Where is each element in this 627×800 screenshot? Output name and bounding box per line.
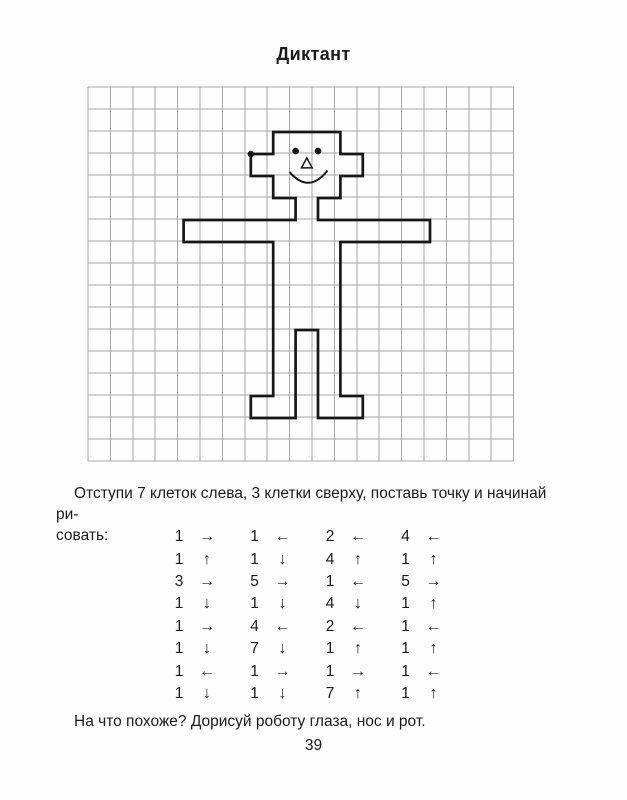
step-count: 1 — [401, 662, 410, 680]
step-direction-arrow: ↓ — [354, 595, 362, 613]
dictation-grid-canvas — [87, 86, 515, 462]
step-direction-arrow: ← — [425, 528, 442, 546]
dictation-step — [248, 618, 324, 636]
page-number: 39 — [304, 737, 323, 754]
dictation-row — [172, 571, 484, 593]
dictation-step — [248, 640, 324, 658]
step-count: 1 — [401, 684, 410, 702]
step-count: 1 — [174, 662, 184, 680]
dictation-step — [248, 551, 324, 569]
dictation-step — [399, 685, 475, 703]
step-direction-arrow: ← — [350, 528, 366, 546]
step-count: 1 — [174, 550, 184, 568]
step-count: 5 — [250, 572, 259, 590]
dictation-step — [248, 528, 324, 546]
robot-eye — [292, 148, 299, 155]
dictation-step — [172, 640, 248, 658]
dictation-step — [323, 528, 399, 546]
step-direction-arrow: → — [199, 528, 215, 546]
step-direction-arrow: ↑ — [354, 640, 362, 658]
dictation-row — [172, 638, 484, 660]
dictation-step — [323, 551, 399, 569]
step-direction-arrow: ↓ — [203, 640, 211, 658]
dictation-step — [248, 595, 324, 613]
dictation-step — [399, 551, 475, 569]
step-direction-arrow: ← — [350, 617, 366, 635]
question-text: На что похоже? Дорисуй роботу глаза, нос и рот. — [74, 713, 426, 730]
dictation-steps-table — [172, 526, 484, 705]
step-direction-arrow: ↑ — [354, 684, 362, 702]
dictation-step — [399, 663, 475, 681]
step-count: 1 — [174, 528, 184, 546]
step-direction-arrow: ↓ — [278, 640, 287, 658]
dictation-step — [399, 640, 475, 658]
step-count: 1 — [250, 550, 259, 568]
step-direction-arrow: ↓ — [203, 595, 211, 613]
step-count: 2 — [325, 528, 335, 546]
step-direction-arrow: → — [274, 572, 291, 590]
robot-mouth — [290, 171, 327, 183]
step-count: 1 — [401, 595, 410, 613]
step-count: 1 — [250, 684, 259, 702]
step-count: 1 — [174, 617, 184, 635]
step-count: 1 — [401, 617, 410, 635]
step-count: 2 — [325, 617, 335, 635]
step-count: 4 — [325, 595, 335, 613]
step-direction-arrow: ← — [274, 617, 291, 635]
dictation-row — [172, 616, 484, 638]
step-count: 1 — [250, 528, 259, 546]
step-count: 4 — [250, 617, 259, 635]
dictation-step — [323, 595, 399, 613]
grid-lines — [88, 87, 514, 461]
dictation-step — [248, 663, 324, 681]
dictation-step — [323, 685, 399, 703]
step-count: 1 — [174, 684, 184, 702]
step-count: 1 — [174, 640, 184, 658]
step-count: 5 — [401, 572, 410, 590]
step-direction-arrow: ↓ — [278, 684, 287, 702]
dictation-step — [323, 663, 399, 681]
step-direction-arrow: ← — [350, 572, 366, 590]
robot-nose — [301, 158, 312, 168]
step-direction-arrow: ← — [425, 662, 442, 680]
dictation-step — [172, 618, 248, 636]
dictation-step — [172, 551, 248, 569]
step-count: 1 — [325, 572, 335, 590]
dictation-step — [172, 528, 248, 546]
dictation-step — [172, 595, 248, 613]
step-direction-arrow: → — [199, 617, 215, 635]
robot-eye — [315, 148, 322, 155]
step-direction-arrow: ← — [274, 528, 291, 546]
step-count: 1 — [325, 640, 335, 658]
dictation-step — [172, 663, 248, 681]
dictation-step — [399, 573, 475, 591]
step-count: 1 — [401, 550, 410, 568]
step-count: 7 — [325, 684, 335, 702]
step-count: 7 — [250, 640, 259, 658]
step-direction-arrow: ↓ — [278, 595, 287, 613]
step-direction-arrow: ↑ — [429, 550, 438, 568]
dictation-row — [172, 548, 484, 570]
step-direction-arrow: ↑ — [354, 550, 362, 568]
dictation-step — [248, 685, 324, 703]
start-point-dot — [248, 151, 254, 157]
instructions-line1: Отступи 7 клеток слева, 3 клетки сверху, поставь точку и начинай ри- — [56, 485, 547, 523]
dictation-row — [172, 683, 484, 705]
step-direction-arrow: ↑ — [429, 640, 438, 658]
step-direction-arrow: → — [425, 572, 442, 590]
dictation-step — [172, 573, 248, 591]
step-count: 4 — [325, 550, 335, 568]
step-count: 1 — [325, 662, 335, 680]
dictation-step — [399, 618, 475, 636]
step-count: 1 — [250, 595, 259, 613]
dictation-step — [172, 685, 248, 703]
dictation-row — [172, 593, 484, 615]
dictation-step — [399, 528, 475, 546]
instructions-line2: совать: — [56, 527, 109, 544]
step-direction-arrow: ↑ — [203, 550, 211, 568]
step-count: 1 — [174, 595, 184, 613]
page-title: Диктант — [276, 44, 351, 64]
step-direction-arrow: ↑ — [429, 684, 438, 702]
step-count: 1 — [250, 662, 259, 680]
step-direction-arrow: → — [350, 662, 366, 680]
step-direction-arrow: ↑ — [429, 595, 438, 613]
dictation-row — [172, 526, 484, 548]
step-direction-arrow: ← — [425, 617, 442, 635]
dictation-step — [399, 595, 475, 613]
step-direction-arrow: ↓ — [203, 684, 211, 702]
step-direction-arrow: ↓ — [278, 550, 287, 568]
step-direction-arrow: → — [199, 572, 215, 590]
step-count: 3 — [174, 572, 184, 590]
step-direction-arrow: → — [274, 662, 291, 680]
dictation-step — [323, 573, 399, 591]
step-direction-arrow: ← — [199, 662, 215, 680]
dictation-step — [323, 640, 399, 658]
dictation-step — [248, 573, 324, 591]
dictation-step — [323, 618, 399, 636]
step-count: 4 — [401, 528, 410, 546]
dictation-row — [172, 660, 484, 682]
step-count: 1 — [401, 640, 410, 658]
